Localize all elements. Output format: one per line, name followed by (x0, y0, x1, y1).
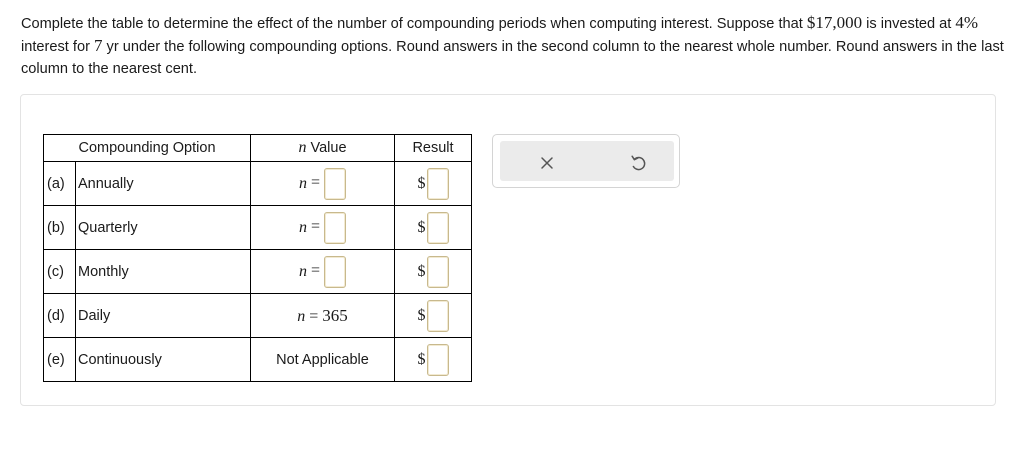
n-input-quarterly[interactable] (324, 212, 346, 244)
result-input-monthly[interactable] (427, 256, 449, 288)
n-cell (251, 338, 395, 382)
result-cell: $ (395, 162, 472, 206)
n-input-annually[interactable] (324, 168, 346, 200)
result-input-annually[interactable] (427, 168, 449, 200)
row-letter: (a) (44, 162, 76, 206)
n-cell: n = (251, 206, 395, 250)
header-compounding-option: Compounding Option (44, 135, 251, 162)
table-row (44, 162, 472, 206)
row-letter: (b) (44, 206, 76, 250)
result-cell: $ (395, 294, 472, 338)
question-prompt: Complete the table to determine the effect of the number of compounding periods when computing interest. Suppose that $17,000 is invested at 4% interest for 7 yr under the following compounding options. Round answers in the second column to the nearest whole number. Round answers in the last column to the nearest cent. (21, 13, 1004, 77)
result-input-quarterly[interactable] (427, 212, 449, 244)
row-letter: (d) (44, 294, 76, 338)
row-letter: (e) (44, 338, 76, 382)
header-result: Result (395, 135, 472, 162)
table-row (44, 250, 472, 294)
row-option-name: Quarterly (76, 206, 251, 250)
row-option-name: Monthly (76, 250, 251, 294)
n-cell: n = (251, 250, 395, 294)
answer-controls (492, 134, 680, 188)
result-input-daily[interactable] (427, 300, 449, 332)
compounding-table (43, 134, 472, 382)
result-cell: $ (395, 206, 472, 250)
result-input-continuously[interactable] (427, 344, 449, 376)
n-cell: n = (251, 162, 395, 206)
table-row (44, 338, 472, 382)
controls-bar (500, 141, 674, 181)
n-value-daily: 365 (322, 305, 348, 325)
header-n-value: n Value (251, 135, 395, 162)
table-header-row (44, 135, 472, 162)
table-row (44, 206, 472, 250)
close-icon (535, 151, 559, 175)
table-row (44, 294, 472, 338)
result-cell: $ (395, 338, 472, 382)
years-value: 7 (94, 36, 103, 55)
undo-icon (626, 151, 650, 175)
row-option-name: Daily (76, 294, 251, 338)
n-input-monthly[interactable] (324, 256, 346, 288)
result-cell: $ (395, 250, 472, 294)
interest-rate: 4% (955, 13, 979, 32)
undo-button[interactable] (626, 151, 650, 175)
n-not-applicable: Not Applicable (276, 351, 369, 368)
row-option-name: Annually (76, 162, 251, 206)
principal-amount: $17,000 (806, 13, 863, 32)
n-cell: n = 365 (251, 294, 395, 338)
row-letter: (c) (44, 250, 76, 294)
clear-button[interactable] (535, 151, 559, 175)
row-option-name: Continuously (76, 338, 251, 382)
